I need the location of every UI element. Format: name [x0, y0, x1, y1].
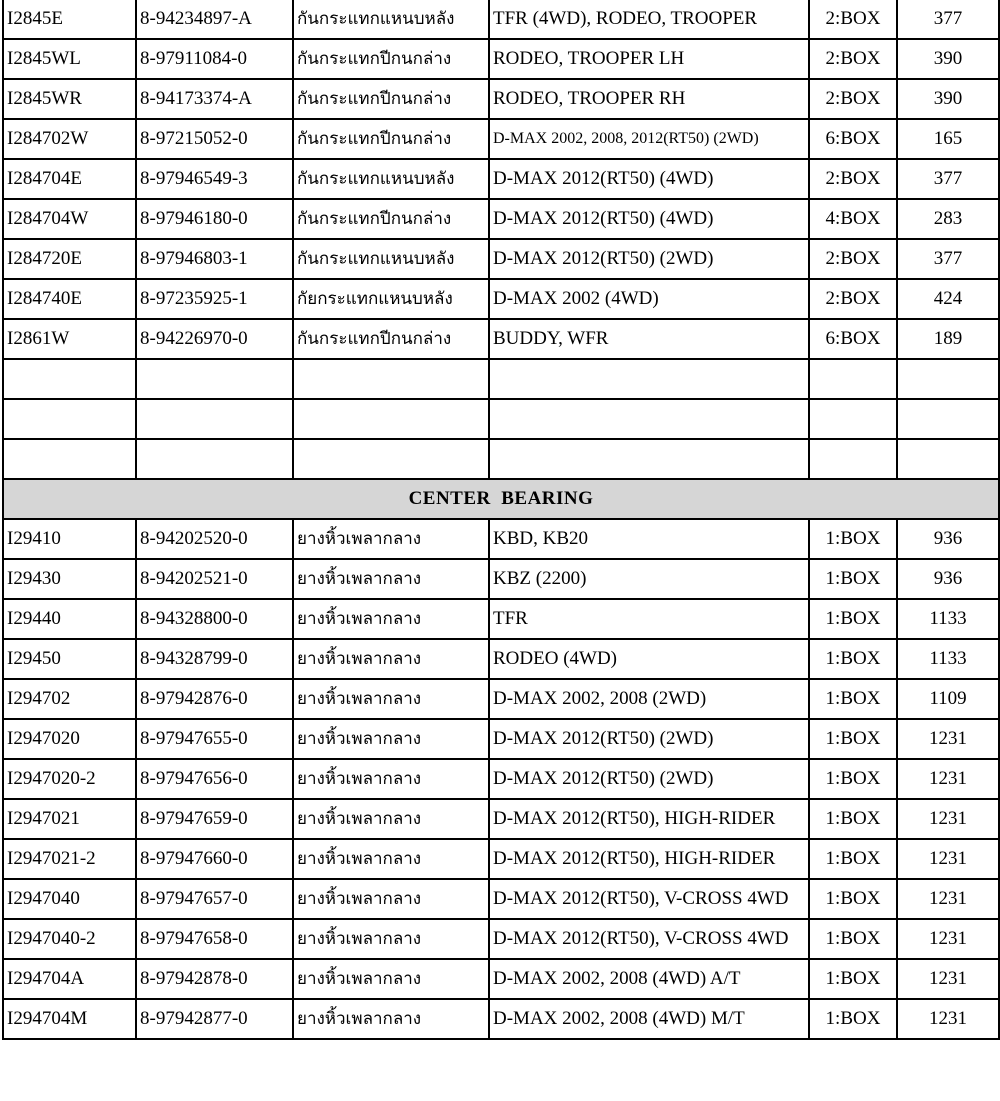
pack-cell: 6:BOX — [809, 119, 897, 159]
model-cell: RODEO (4WD) — [489, 639, 809, 679]
pack-cell: 1:BOX — [809, 959, 897, 999]
description-cell: ยางหิ้วเพลากลาง — [293, 599, 489, 639]
model-cell: KBZ (2200) — [489, 559, 809, 599]
code-cell: I2845E — [3, 0, 136, 39]
part-number-cell: 8-94202521-0 — [136, 559, 293, 599]
table-row — [3, 199, 999, 239]
code-cell: I29430 — [3, 559, 136, 599]
pack-cell: 1:BOX — [809, 719, 897, 759]
description-cell: กันกระแทกปีกนกล่าง — [293, 319, 489, 359]
model-cell: TFR (4WD), RODEO, TROOPER — [489, 0, 809, 39]
empty-cell — [489, 439, 809, 479]
part-number-cell: 8-97942878-0 — [136, 959, 293, 999]
price-cell: 424 — [897, 279, 999, 319]
code-cell: I294704A — [3, 959, 136, 999]
part-number-cell: 8-97947657-0 — [136, 879, 293, 919]
table-row — [3, 799, 999, 839]
table-row — [3, 919, 999, 959]
model-cell: TFR — [489, 599, 809, 639]
part-number-cell: 8-97947656-0 — [136, 759, 293, 799]
part-number-cell: 8-97235925-1 — [136, 279, 293, 319]
price-cell: 1231 — [897, 879, 999, 919]
pack-cell: 2:BOX — [809, 0, 897, 39]
empty-cell — [293, 399, 489, 439]
description-cell: ยางหิ้วเพลากลาง — [293, 759, 489, 799]
table-row — [3, 119, 999, 159]
part-number-cell: 8-97946180-0 — [136, 199, 293, 239]
description-cell: ยางหิ้วเพลากลาง — [293, 519, 489, 559]
code-cell: I29450 — [3, 639, 136, 679]
table-row — [3, 679, 999, 719]
empty-cell — [3, 399, 136, 439]
description-cell: ยางหิ้วเพลากลาง — [293, 919, 489, 959]
table-row — [3, 239, 999, 279]
model-cell: D-MAX 2002, 2008, 2012(RT50) (2WD) — [489, 119, 809, 159]
price-cell: 936 — [897, 519, 999, 559]
empty-cell — [897, 439, 999, 479]
part-number-cell: 8-94173374-A — [136, 79, 293, 119]
price-cell: 165 — [897, 119, 999, 159]
model-cell: D-MAX 2002, 2008 (2WD) — [489, 679, 809, 719]
table-row — [3, 959, 999, 999]
model-cell: D-MAX 2012(RT50), HIGH-RIDER — [489, 839, 809, 879]
description-cell: กัยกระแทกแหนบหลัง — [293, 279, 489, 319]
code-cell: I2947021-2 — [3, 839, 136, 879]
table-row — [3, 719, 999, 759]
table-row — [3, 39, 999, 79]
price-cell: 1231 — [897, 919, 999, 959]
table-row — [3, 319, 999, 359]
model-cell: RODEO, TROOPER RH — [489, 79, 809, 119]
description-cell: กันกระแทกแหนบหลัง — [293, 0, 489, 39]
description-cell: กันกระแทกปีกนกล่าง — [293, 119, 489, 159]
part-number-cell: 8-97947660-0 — [136, 839, 293, 879]
pack-cell: 2:BOX — [809, 79, 897, 119]
table-row — [3, 639, 999, 679]
code-cell: I2947040-2 — [3, 919, 136, 959]
price-cell: 377 — [897, 239, 999, 279]
description-cell: ยางหิ้วเพลากลาง — [293, 839, 489, 879]
part-number-cell: 8-97942876-0 — [136, 679, 293, 719]
model-cell: D-MAX 2012(RT50) (2WD) — [489, 239, 809, 279]
table-row — [3, 79, 999, 119]
code-cell: I2947020 — [3, 719, 136, 759]
code-cell: I2861W — [3, 319, 136, 359]
code-cell: I284704E — [3, 159, 136, 199]
empty-cell — [489, 399, 809, 439]
description-cell: ยางหิ้วเพลากลาง — [293, 959, 489, 999]
empty-cell — [293, 359, 489, 399]
code-cell: I2845WR — [3, 79, 136, 119]
empty-row — [3, 359, 999, 399]
empty-cell — [897, 359, 999, 399]
description-cell: กันกระแทกปีกนกล่าง — [293, 79, 489, 119]
pack-cell: 1:BOX — [809, 879, 897, 919]
pack-cell: 2:BOX — [809, 159, 897, 199]
model-cell: D-MAX 2002, 2008 (4WD) M/T — [489, 999, 809, 1039]
model-cell: D-MAX 2012(RT50), HIGH-RIDER — [489, 799, 809, 839]
model-cell: D-MAX 2012(RT50), V-CROSS 4WD — [489, 919, 809, 959]
empty-cell — [809, 359, 897, 399]
empty-cell — [489, 359, 809, 399]
description-cell: กันกระแทกแหนบหลัง — [293, 159, 489, 199]
pack-cell: 1:BOX — [809, 519, 897, 559]
description-cell: ยางหิ้วเพลากลาง — [293, 639, 489, 679]
description-cell: ยางหิ้วเพลากลาง — [293, 559, 489, 599]
section-title: CENTER BEARING — [3, 479, 999, 519]
pack-cell: 1:BOX — [809, 679, 897, 719]
empty-cell — [136, 359, 293, 399]
pack-cell: 1:BOX — [809, 999, 897, 1039]
description-cell: กันกระแทกปีกนกล่าง — [293, 199, 489, 239]
price-cell: 1133 — [897, 639, 999, 679]
code-cell: I29440 — [3, 599, 136, 639]
price-cell: 1109 — [897, 679, 999, 719]
table-row — [3, 999, 999, 1039]
price-cell: 377 — [897, 159, 999, 199]
pack-cell: 2:BOX — [809, 279, 897, 319]
section-header-row — [3, 479, 999, 519]
price-cell: 1231 — [897, 799, 999, 839]
code-cell: I2845WL — [3, 39, 136, 79]
pack-cell: 1:BOX — [809, 559, 897, 599]
model-cell: D-MAX 2012(RT50) (4WD) — [489, 199, 809, 239]
empty-row — [3, 439, 999, 479]
table-row — [3, 599, 999, 639]
model-cell: D-MAX 2012(RT50) (2WD) — [489, 759, 809, 799]
empty-cell — [136, 399, 293, 439]
part-number-cell: 8-97947659-0 — [136, 799, 293, 839]
pack-cell: 1:BOX — [809, 759, 897, 799]
price-cell: 1231 — [897, 839, 999, 879]
code-cell: I294702 — [3, 679, 136, 719]
price-cell: 1231 — [897, 959, 999, 999]
code-cell: I284704W — [3, 199, 136, 239]
table-row — [3, 159, 999, 199]
part-number-cell: 8-97215052-0 — [136, 119, 293, 159]
price-cell: 189 — [897, 319, 999, 359]
empty-cell — [293, 439, 489, 479]
part-number-cell: 8-97947658-0 — [136, 919, 293, 959]
part-number-cell: 8-94226970-0 — [136, 319, 293, 359]
empty-cell — [3, 439, 136, 479]
table-row — [3, 0, 999, 39]
code-cell: I2947020-2 — [3, 759, 136, 799]
empty-cell — [809, 439, 897, 479]
part-number-cell: 8-97911084-0 — [136, 39, 293, 79]
part-number-cell: 8-97946549-3 — [136, 159, 293, 199]
description-cell: กันกระแทกแหนบหลัง — [293, 239, 489, 279]
price-cell: 1231 — [897, 719, 999, 759]
description-cell: ยางหิ้วเพลากลาง — [293, 719, 489, 759]
price-cell: 936 — [897, 559, 999, 599]
empty-cell — [136, 439, 293, 479]
part-number-cell: 8-97947655-0 — [136, 719, 293, 759]
table-row — [3, 279, 999, 319]
pack-cell: 2:BOX — [809, 39, 897, 79]
empty-row — [3, 399, 999, 439]
pack-cell: 4:BOX — [809, 199, 897, 239]
model-cell: RODEO, TROOPER LH — [489, 39, 809, 79]
model-cell: D-MAX 2002 (4WD) — [489, 279, 809, 319]
empty-cell — [809, 399, 897, 439]
price-cell: 390 — [897, 39, 999, 79]
price-cell: 390 — [897, 79, 999, 119]
price-cell: 377 — [897, 0, 999, 39]
pack-cell: 6:BOX — [809, 319, 897, 359]
empty-cell — [3, 359, 136, 399]
price-cell: 1231 — [897, 999, 999, 1039]
parts-price-table — [2, 0, 1000, 1040]
model-cell: D-MAX 2002, 2008 (4WD) A/T — [489, 959, 809, 999]
pack-cell: 2:BOX — [809, 239, 897, 279]
model-cell: D-MAX 2012(RT50), V-CROSS 4WD — [489, 879, 809, 919]
code-cell: I294704M — [3, 999, 136, 1039]
part-number-cell: 8-94202520-0 — [136, 519, 293, 559]
pack-cell: 1:BOX — [809, 639, 897, 679]
code-cell: I284740E — [3, 279, 136, 319]
pack-cell: 1:BOX — [809, 919, 897, 959]
model-cell: D-MAX 2012(RT50) (4WD) — [489, 159, 809, 199]
description-cell: กันกระแทกปีกนกล่าง — [293, 39, 489, 79]
model-cell: D-MAX 2012(RT50) (2WD) — [489, 719, 809, 759]
code-cell: I284702W — [3, 119, 136, 159]
price-cell: 1133 — [897, 599, 999, 639]
model-cell: BUDDY, WFR — [489, 319, 809, 359]
price-cell: 283 — [897, 199, 999, 239]
description-cell: ยางหิ้วเพลากลาง — [293, 879, 489, 919]
empty-cell — [897, 399, 999, 439]
table-row — [3, 759, 999, 799]
part-number-cell: 8-97942877-0 — [136, 999, 293, 1039]
description-cell: ยางหิ้วเพลากลาง — [293, 679, 489, 719]
description-cell: ยางหิ้วเพลากลาง — [293, 999, 489, 1039]
table-row — [3, 879, 999, 919]
part-number-cell: 8-94328800-0 — [136, 599, 293, 639]
price-cell: 1231 — [897, 759, 999, 799]
code-cell: I2947021 — [3, 799, 136, 839]
part-number-cell: 8-97946803-1 — [136, 239, 293, 279]
code-cell: I284720E — [3, 239, 136, 279]
part-number-cell: 8-94328799-0 — [136, 639, 293, 679]
pack-cell: 1:BOX — [809, 599, 897, 639]
table-row — [3, 519, 999, 559]
pack-cell: 1:BOX — [809, 799, 897, 839]
code-cell: I29410 — [3, 519, 136, 559]
model-cell: KBD, KB20 — [489, 519, 809, 559]
table-row — [3, 839, 999, 879]
description-cell: ยางหิ้วเพลากลาง — [293, 799, 489, 839]
pack-cell: 1:BOX — [809, 839, 897, 879]
part-number-cell: 8-94234897-A — [136, 0, 293, 39]
table-row — [3, 559, 999, 599]
code-cell: I2947040 — [3, 879, 136, 919]
